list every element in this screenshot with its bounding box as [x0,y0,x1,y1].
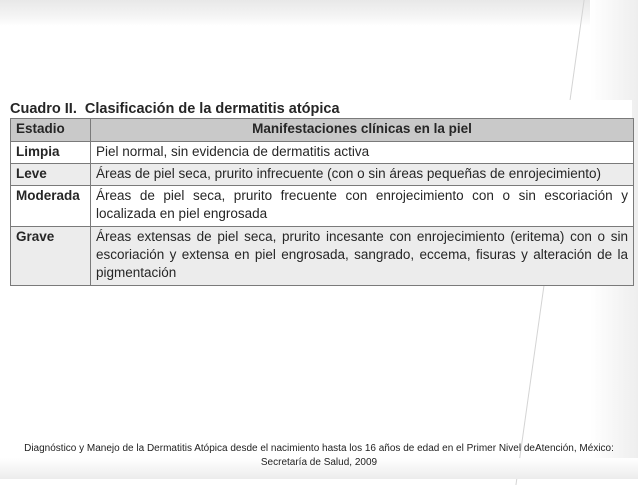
stage-cell: Leve [11,163,91,185]
stage-cell: Limpia [11,142,91,164]
classification-table-image [6,100,632,286]
table-header-row [11,119,634,142]
manifestations-cell: Piel normal, sin evidencia de dermatitis activa [91,142,634,164]
stage-cell: Grave [11,226,91,286]
table-row-grave [11,226,634,286]
slide-decoration-top [0,0,638,26]
manifestations-cell: Áreas de piel seca, prurito infrecuente (con o sin áreas pequeñas de enrojecimiento) [91,163,634,185]
source-citation-line-1: Diagnóstico y Manejo de la Dermatitis Atópica desde el nacimiento hasta los 16 años de edad en el Primer Nivel deAtención, México: [24,443,614,454]
table-caption [10,100,340,118]
table-caption-title: Clasificación de la dermatitis atópica [84,101,340,117]
table-row-limpia [11,142,634,164]
manifestations-cell: Áreas extensas de piel seca, prurito incesante con enrojecimiento (eritema) con o sin escoriación y extensa en piel engrosada, sangrado, eccema, fisuras y alteración de la pigmentación [91,226,634,286]
header-stage: Estadio [11,119,91,142]
source-citation [2,442,636,470]
table-caption-number: Cuadro II. [10,101,77,117]
header-manifestations: Manifestaciones clínicas en la piel [91,119,634,142]
manifestations-cell: Áreas de piel seca, prurito frecuente con enrojecimiento con o sin escoriación y localizada en piel engrosada [91,185,634,226]
table-row-moderada [11,185,634,226]
dermatitis-classification-table [10,118,634,286]
table-row-leve [11,163,634,185]
source-citation-line-2: Secretaría de Salud, 2009 [260,457,378,468]
stage-cell: Moderada [11,185,91,226]
